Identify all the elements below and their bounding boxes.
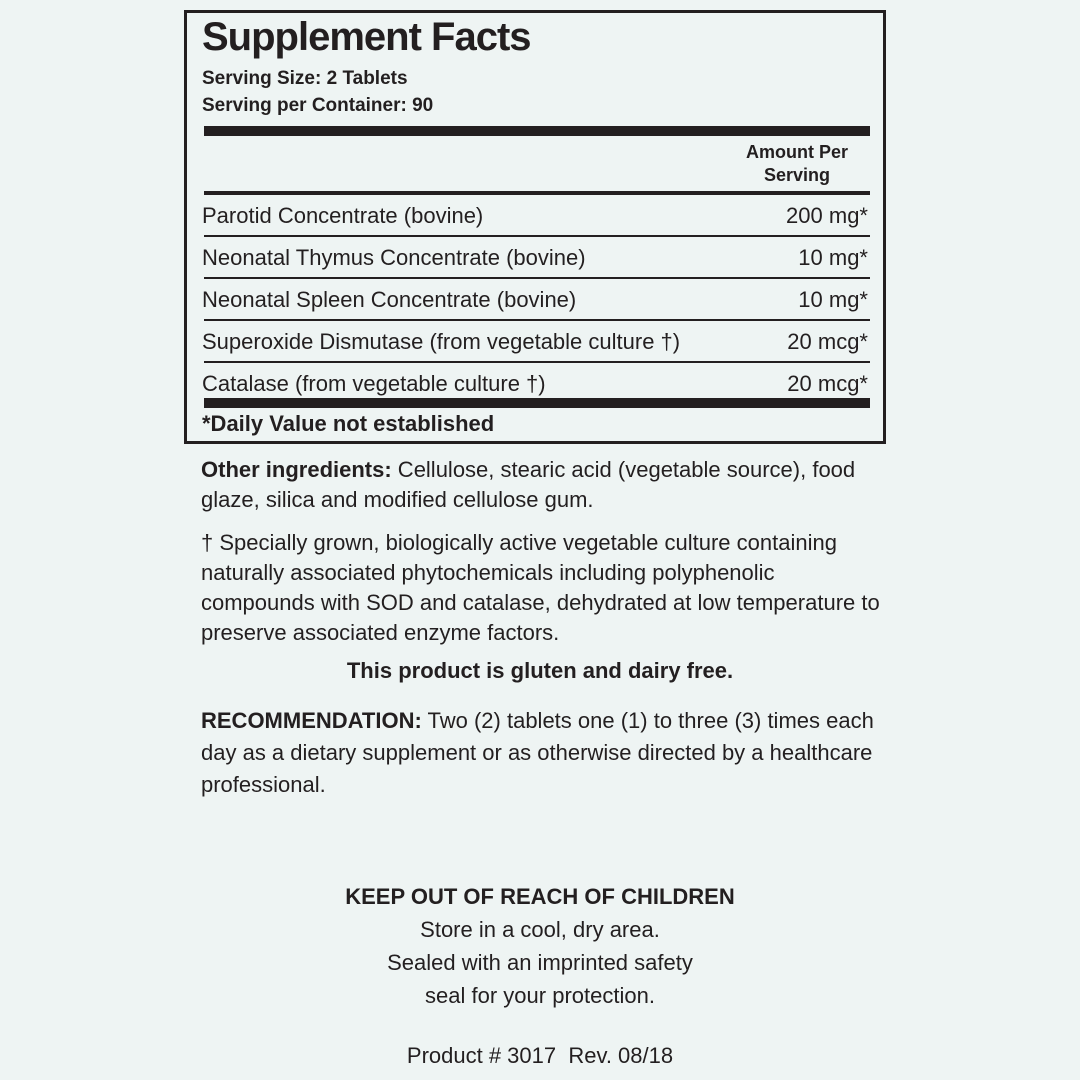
recommendation-text: Two (2) tablets one (1) to three (3) times each day as a dietary supplement or as otherwise directed by a healthcare professional. (201, 708, 874, 797)
dagger-note: † Specially grown, biologically active vegetable culture containing naturally associated phytochemicals including polyphenolic compounds with SOD and catalase, dehydrated at low temperature to preserve associated enzyme factors. (201, 530, 880, 645)
facts-row (204, 363, 870, 403)
bottom-thick-divider (204, 398, 870, 408)
amount-per-serving-header (737, 141, 857, 187)
daily-value-note: *Daily Value not established (202, 411, 495, 436)
amount-header-line2: Serving (763, 165, 831, 185)
amount-header-line1: Amount Per (745, 142, 848, 162)
serving-size: Serving Size: 2 Tablets (202, 68, 408, 89)
seal-protection-note: seal for your protection. (425, 983, 655, 1008)
facts-row (204, 321, 870, 363)
ingredient-name: Parotid Concentrate (bovine) (202, 203, 484, 228)
facts-row (204, 237, 870, 279)
ingredient-amount: 20 mcg* (787, 371, 868, 396)
ingredient-amount: 20 mcg* (787, 329, 868, 354)
product-number: Product # 3017 Rev. 08/18 (406, 1043, 674, 1068)
ingredient-amount: 10 mg* (798, 245, 868, 270)
recommendation (201, 705, 891, 801)
sealed-note: Sealed with an imprinted safety (387, 950, 693, 975)
top-thick-divider (204, 126, 870, 136)
servings-per-container: Serving per Container: 90 (202, 95, 434, 116)
recommendation-label: RECOMMENDATION: (201, 708, 422, 733)
gluten-free-note: This product is gluten and dairy free. (346, 658, 734, 683)
ingredient-name: Superoxide Dismutase (from vegetable culture †) (202, 329, 681, 354)
other-ingredients-label: Other ingredients: (201, 457, 392, 482)
other-ingredients-text: Cellulose, stearic acid (vegetable source), food glaze, silica and modified cellulose gum. (201, 457, 856, 512)
ingredient-name: Catalase (from vegetable culture †) (202, 371, 546, 396)
storage-note: Store in a cool, dry area. (420, 917, 660, 942)
other-ingredients (201, 455, 891, 515)
ingredient-name: Neonatal Thymus Concentrate (bovine) (202, 245, 586, 270)
supplement-facts-panel (184, 10, 886, 444)
facts-row (204, 195, 870, 237)
ingredient-amount: 10 mg* (798, 287, 868, 312)
ingredient-name: Neonatal Spleen Concentrate (bovine) (202, 287, 577, 312)
ingredient-amount: 200 mg* (786, 203, 868, 228)
facts-title: Supplement Facts (202, 15, 531, 59)
keep-out-warning: KEEP OUT OF REACH OF CHILDREN (345, 884, 735, 909)
facts-rows (204, 195, 870, 403)
facts-row (204, 279, 870, 321)
